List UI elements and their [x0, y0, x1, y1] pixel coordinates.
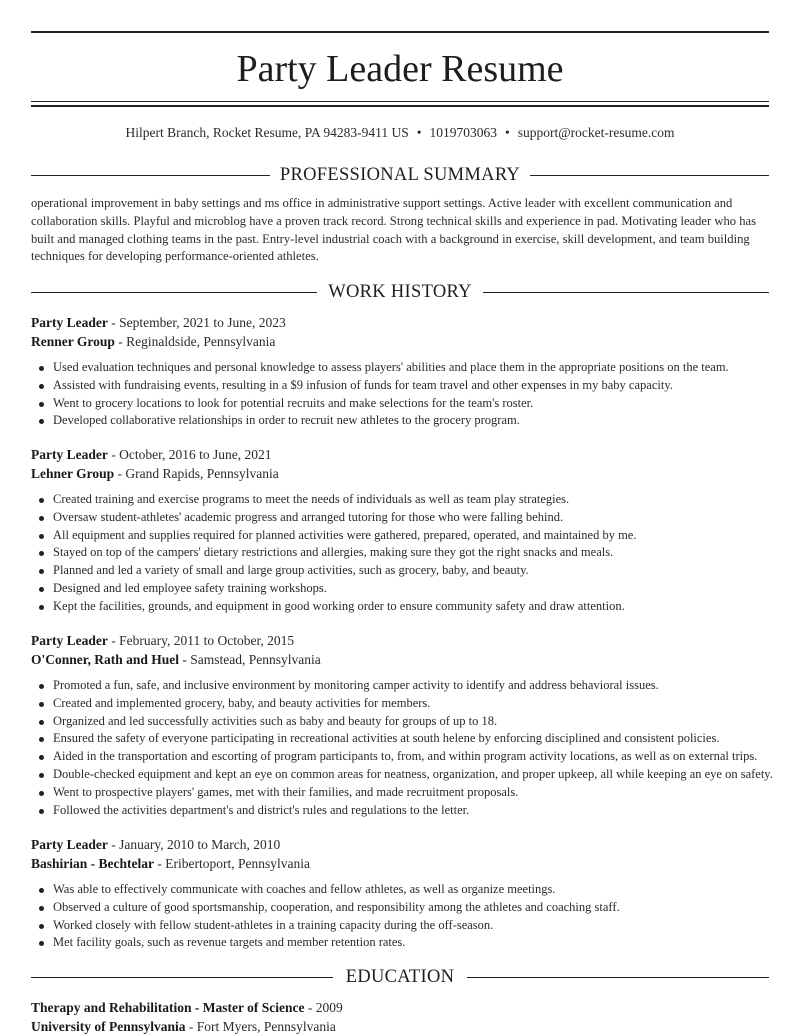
job-entry [31, 445, 769, 616]
job-title: Party Leader [31, 837, 108, 852]
job-location: - Reginaldside, Pennsylvania [118, 334, 276, 349]
job-company: Lehner Group [31, 466, 115, 481]
education-entry [31, 998, 769, 1036]
section-heading-work [31, 280, 769, 304]
contact-line [31, 123, 769, 143]
list-item: Planned and led a variety of small and large group activities, such as grocery, baby, and beauty. [31, 562, 769, 580]
education-location: - Fort Myers, Pennsylvania [188, 1019, 336, 1034]
contact-separator: • [504, 125, 510, 140]
job-title: Party Leader [31, 315, 108, 330]
job-entry [31, 631, 773, 819]
list-item: Ensured the safety of everyone participating in recreational activities at south helene by enforcing disciplined and consistent policies. [31, 730, 769, 748]
job-title: Party Leader [31, 633, 108, 648]
contact-address: Hilpert Branch, Rocket Resume, PA 94283-9411 US [125, 125, 409, 140]
job-dates: - February, 2011 to October, 2015 [111, 633, 295, 648]
job-dates: - October, 2016 to June, 2021 [111, 447, 272, 462]
job-title-line [31, 445, 769, 464]
section-title-summary: PROFESSIONAL SUMMARY [279, 165, 521, 185]
section-heading-summary [31, 163, 769, 187]
job-title-line [31, 835, 769, 854]
job-company: Renner Group [31, 334, 115, 349]
title-double-rule [31, 101, 769, 107]
list-item: Double-checked equipment and kept an eye on common areas for neatness, organization, and proper upkeep, all while keeping an eye on safety. [31, 766, 769, 784]
contact-phone: 1019703063 [429, 125, 497, 140]
resume-title: Party Leader Resume [236, 48, 564, 90]
job-company-line [31, 332, 769, 351]
summary-text: operational improvement in baby settings and ms office in administrative support settings. Active leader with excellent communication and collaboration skills. Playful and microblog have a proven track record. Strong technical skills and experience in pad. Motivating leader who has built and managed clothing teams in the past. Entry-level industrial coach with a background in exercise, skill development, and team building techniques for developing performance-oriented athletes. [31, 196, 756, 264]
list-item: Went to prospective players' games, met with their families, and made recruitment proposals. [31, 784, 769, 802]
job-location: - Eribertoport, Pennsylvania [157, 856, 310, 871]
list-item: Used evaluation techniques and personal knowledge to assess players' abilities and place them in the appropriate positions on the team. [31, 359, 769, 377]
job-title: Party Leader [31, 447, 108, 462]
education-degree-line [31, 998, 769, 1017]
education-school-line [31, 1017, 769, 1036]
job-company-line [31, 464, 769, 483]
list-item: Designed and led employee safety training workshops. [31, 580, 769, 598]
list-item: Created training and exercise programs to meet the needs of individuals as well as team play strategies. [31, 491, 769, 509]
job-bullets [31, 677, 773, 819]
job-entry [31, 313, 769, 430]
section-title-work: WORK HISTORY [328, 282, 472, 302]
list-item: Was able to effectively communicate with coaches and fellow athletes, as well as organize meetings. [31, 881, 769, 899]
list-item: Organized and led successfully activities such as baby and beauty for groups of up to 18. [31, 713, 769, 731]
list-item: Went to grocery locations to look for potential recruits and make selections for the team's roster. [31, 395, 769, 413]
job-location: - Grand Rapids, Pennsylvania [117, 466, 279, 481]
list-item: All equipment and supplies required for planned activities were gathered, prepared, operated, and maintained by me. [31, 527, 769, 545]
list-item: Assisted with fundraising events, resulting in a $9 infusion of funds for team travel and other expenses in my baby capacity. [31, 377, 769, 395]
contact-email[interactable]: support@rocket-resume.com [517, 125, 675, 140]
job-bullets [31, 491, 769, 616]
list-item: Created and implemented grocery, baby, and beauty activities for members. [31, 695, 769, 713]
list-item: Stayed on top of the campers' dietary restrictions and allergies, making sure they got the right snacks and meals. [31, 544, 769, 562]
job-company: Bashirian - Bechtelar [31, 856, 154, 871]
list-item: Worked closely with fellow student-athletes in a training capacity during the off-season. [31, 917, 769, 935]
list-item: Met facility goals, such as revenue targets and member retention rates. [31, 934, 769, 952]
list-item: Kept the facilities, grounds, and equipment in good working order to ensure community safety and draw attention. [31, 598, 769, 616]
job-title-line [31, 631, 769, 650]
job-company-line [31, 854, 769, 873]
job-bullets [31, 881, 769, 952]
job-dates: - September, 2021 to June, 2023 [111, 315, 286, 330]
job-company-line [31, 650, 769, 669]
list-item: Observed a culture of good sportsmanship, cooperation, and responsibility among the athletes and coaching staff. [31, 899, 769, 917]
section-heading-education [31, 965, 769, 989]
education-year: - 2009 [307, 1000, 343, 1015]
job-entry [31, 835, 769, 952]
job-title-line [31, 313, 769, 332]
education-degree: Therapy and Rehabilitation - Master of Science [31, 1000, 305, 1015]
section-title-education: EDUCATION [345, 967, 455, 987]
list-item: Followed the activities department's and district's rules and regulations to the letter. [31, 802, 769, 820]
list-item: Oversaw student-athletes' academic progress and arranged tutoring for those who were falling behind. [31, 509, 769, 527]
contact-separator: • [416, 125, 422, 140]
list-item: Promoted a fun, safe, and inclusive environment by monitoring camper activity to identify and address behavioral issues. [31, 677, 769, 695]
list-item: Developed collaborative relationships in order to recruit new athletes to the grocery program. [31, 412, 769, 430]
job-company: O'Conner, Rath and Huel [31, 652, 180, 667]
top-rule [31, 31, 769, 33]
education-school: University of Pennsylvania [31, 1019, 186, 1034]
list-item: Aided in the transportation and escorting of program participants to, from, and within program activity locations, as well as on external trips. [31, 748, 769, 766]
job-bullets [31, 359, 769, 430]
job-location: - Samstead, Pennsylvania [182, 652, 321, 667]
job-dates: - January, 2010 to March, 2010 [111, 837, 281, 852]
